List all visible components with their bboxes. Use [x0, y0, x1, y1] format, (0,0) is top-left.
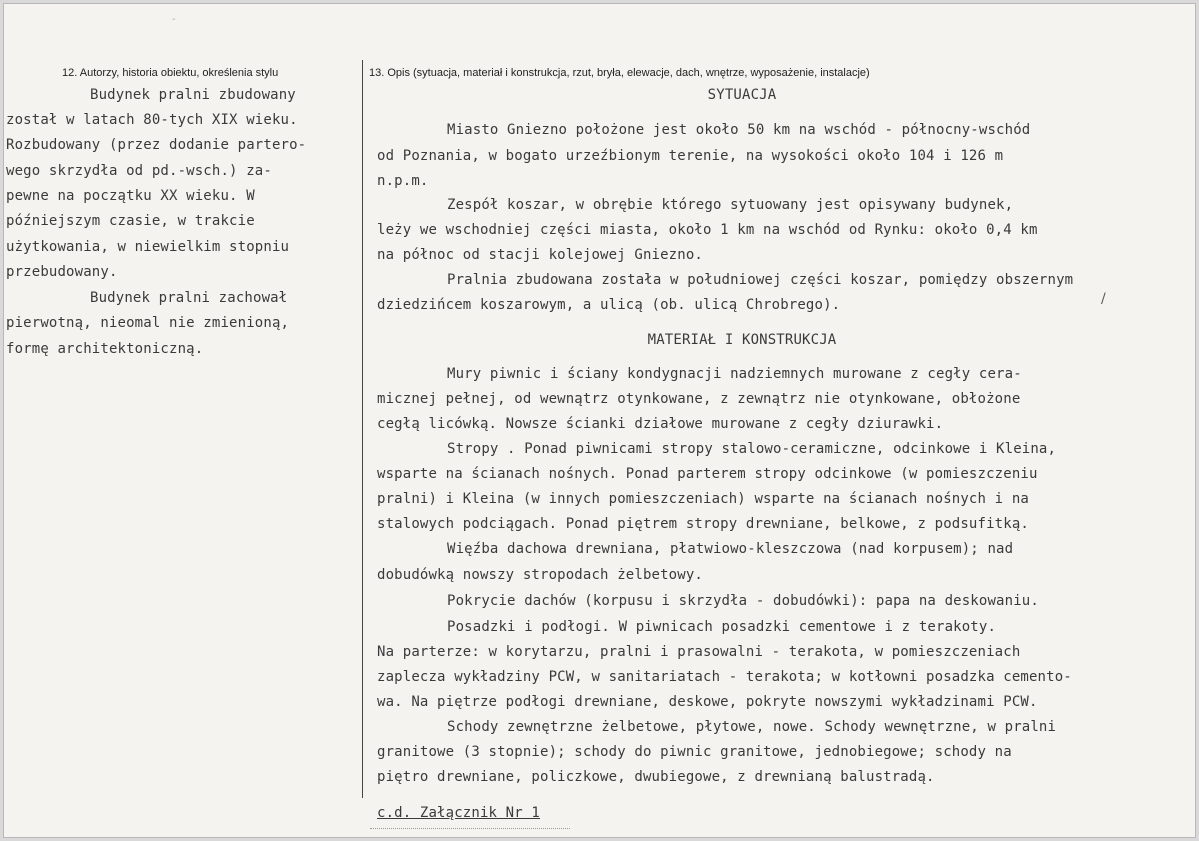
left-line: Rozbudowany (przez dodanie partero-: [6, 137, 307, 153]
scan-speck: -: [172, 14, 176, 25]
right-line: leży we wschodniej części miasta, około 1 km na wschód od Rynku: około 0,4 km: [377, 222, 1038, 238]
right-line: Pokrycie dachów (korpusu i skrzydła - dobudówki): papa na deskowaniu.: [447, 593, 1039, 609]
left-section-header: 12. Autorzy, historia obiektu, określenia stylu: [62, 67, 279, 79]
bottom-dotted-rule: [370, 828, 570, 829]
left-line: pierwotną, nieomal nie zmienioną,: [6, 315, 290, 331]
right-line: Schody zewnętrzne żelbetowe, płytowe, nowe. Schody wewnętrzne, w pralni: [447, 719, 1057, 735]
handwritten-mark: /: [1101, 291, 1106, 307]
right-line: granitowe (3 stopnie); schody do piwnic granitowe, jednobiegowe; schody na: [377, 744, 1012, 760]
left-line: późniejszym czasie, w trakcie: [6, 213, 255, 229]
right-line: Posadzki i podłogi. W piwnicach posadzki cementowe i z terakoty.: [447, 619, 997, 635]
right-line: Miasto Gniezno położone jest około 50 km na wschód - północny-wschód: [447, 122, 1031, 138]
right-line: Mury piwnic i ściany kondygnacji nadziemnych murowane z cegły cera-: [447, 366, 1022, 382]
right-line: n.p.m.: [377, 173, 429, 189]
right-line: micznej pełnej, od wewnątrz otynkowane, z zewnątrz nie otynkowane, obłożone: [377, 391, 1021, 407]
right-line: Stropy . Ponad piwnicami stropy stalowo-ceramiczne, odcinkowe i Kleina,: [447, 441, 1057, 457]
right-line: cegłą licówką. Nowsze ścianki działowe murowane z cegły dziurawki.: [377, 416, 944, 432]
left-line: Budynek pralni zbudowany: [90, 87, 296, 103]
right-line: od Poznania, w bogato urzeźbionym terenie, na wysokości około 104 i 126 m: [377, 148, 1004, 164]
right-line: stalowych podciągach. Ponad piętrem stropy drewniane, belkowe, z podsufitką.: [377, 516, 1029, 532]
heading-sytuacja: SYTUACJA: [707, 87, 777, 103]
right-line: na północ od stacji kolejowej Gniezno.: [377, 247, 703, 263]
right-line: pralni) i Kleina (w innych pomieszczeniach) wsparte na ścianach nośnych i na: [377, 491, 1029, 507]
right-line: Na parterze: w korytarzu, pralni i prasowalni - terakota, w pomieszczeniach: [377, 644, 1021, 660]
right-line: Pralnia zbudowana została w południowej części koszar, pomiędzy obszernym: [447, 272, 1074, 288]
right-line: dziedzińcem koszarowym, a ulicą (ob. ulicą Chrobrego).: [377, 297, 841, 313]
left-line: formę architektoniczną.: [6, 341, 204, 357]
column-divider: [362, 60, 363, 798]
right-line: piętro drewniane, policzkowe, dwubiegowe, z drewnianą balustradą.: [377, 769, 935, 785]
continuation-note: c.d. Załącznik Nr 1: [377, 805, 540, 821]
left-line: przebudowany.: [6, 264, 118, 280]
left-line: wego skrzydła od pd.-wsch.) za-: [6, 163, 272, 179]
right-line: dobudówką nowszy stropodach żelbetowy.: [377, 567, 703, 583]
left-line: został w latach 80-tych XIX wieku.: [6, 112, 298, 128]
right-line: Więźba dachowa drewniana, płatwiowo-kleszczowa (nad korpusem); nad: [447, 541, 1014, 557]
right-line: zaplecza wykładziny PCW, w sanitariatach - terakota; w kotłowni posadzka cemento-: [377, 669, 1072, 685]
left-line: pewne na początku XX wieku. W: [6, 188, 255, 204]
right-line: Zespół koszar, w obrębie którego sytuowany jest opisywany budynek,: [447, 197, 1014, 213]
right-section-header: 13. Opis (sytuacja, materiał i konstrukcja, rzut, bryła, elewacje, dach, wnętrze, wyposażenie, instalacje): [369, 67, 870, 79]
right-line: wa. Na piętrze podłogi drewniane, deskowe, pokryte nowszymi wykładzinami PCW.: [377, 694, 1038, 710]
heading-material: MATERIAŁ I KONSTRUKCJA: [647, 332, 837, 348]
right-line: wsparte na ścianach nośnych. Ponad parterem stropy odcinkowe (w pomieszczeniu: [377, 466, 1038, 482]
left-line: użytkowania, w niewielkim stopniu: [6, 239, 290, 255]
left-line: Budynek pralni zachował: [90, 290, 288, 306]
